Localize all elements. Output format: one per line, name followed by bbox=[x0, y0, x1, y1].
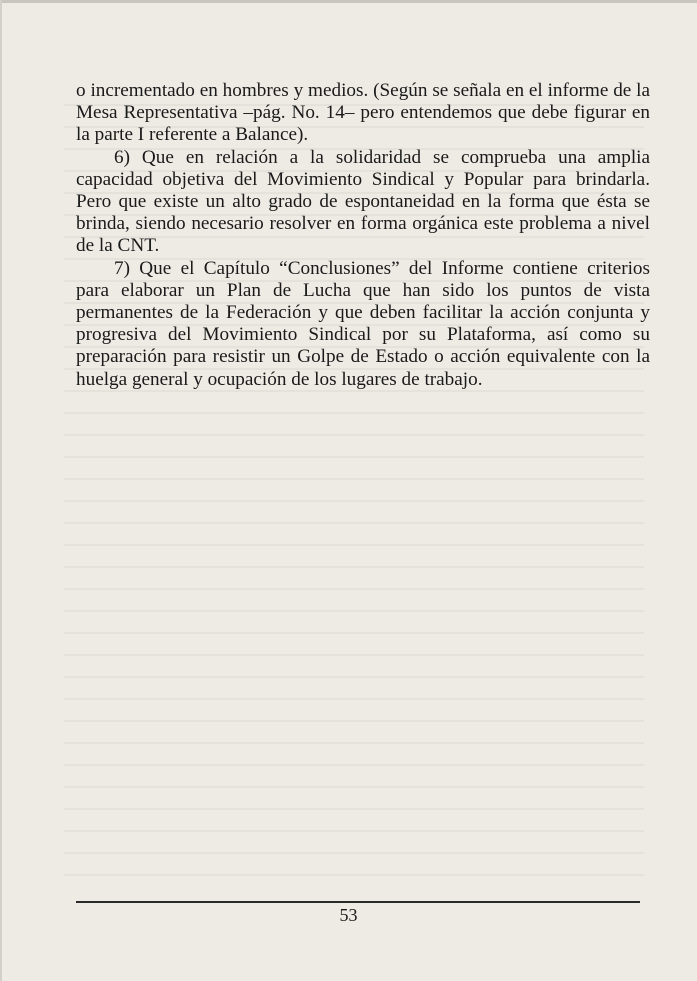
footer-rule bbox=[76, 901, 640, 903]
paragraph-item-6: 6) Que en relación a la solidaridad se comprueba una amplia capacidad objetiva del Movimiento Sindical y Popular para brindarla. Pero que existe un alto grado de espontaneidad en la forma que ésta se brinda, siendo necesario resolver en forma orgánica este problema a nivel de la CNT. bbox=[76, 146, 650, 257]
body-text bbox=[76, 80, 650, 391]
page-top-edge bbox=[0, 0, 697, 3]
page-number: 53 bbox=[339, 905, 358, 925]
paragraph-item-7: 7) Que el Capítulo “Conclusiones” del Informe contiene criterios para elaborar un Plan de Lucha que han sido los puntos de vista permanentes de la Federación y que deben facilitar la acción conjunta y progresiva del Movimiento Sindical por su Plataforma, así como su preparación para resistir un Golpe de Estado o acción equivalente con la huelga general y ocupación de los lugares de trabajo. bbox=[76, 257, 650, 390]
page-left-edge bbox=[0, 0, 2, 981]
paragraph-continuation: o incrementado en hombres y medios. (Según se señala en el informe de la Mesa Representativa –pág. No. 14– pero entendemos que debe figurar en la parte I referente a Balance). bbox=[76, 80, 650, 146]
